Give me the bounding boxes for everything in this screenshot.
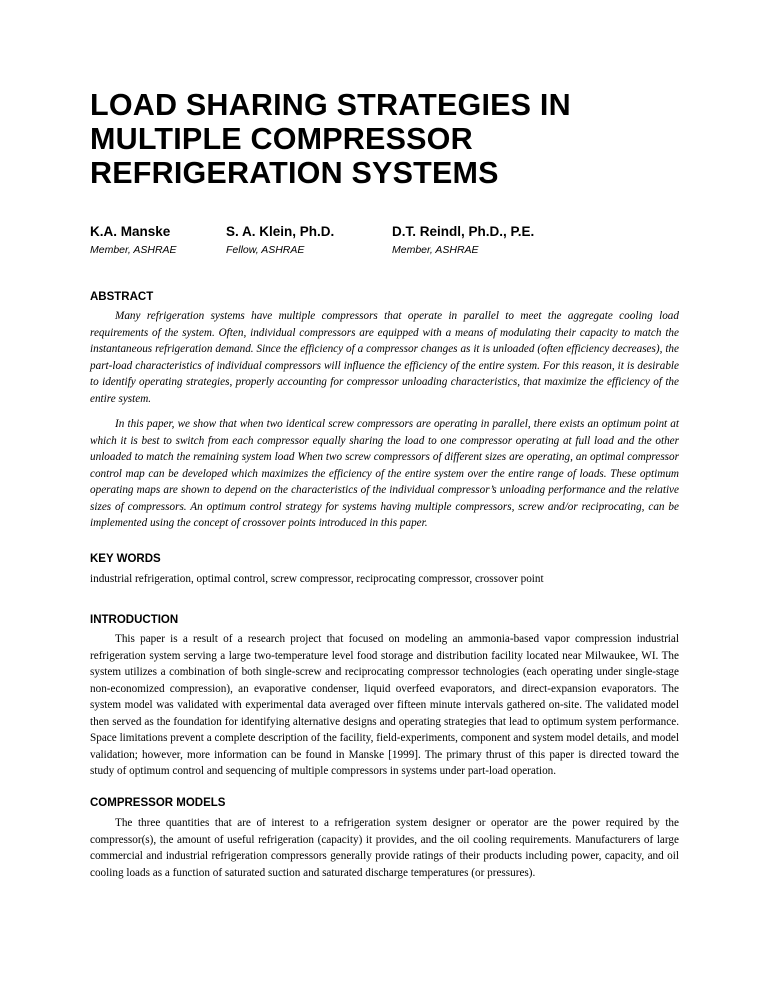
abstract-paragraph: In this paper, we show that when two identical screw compressors are operating in parallel, there exists an optimum point at which it is best to switch from each compressor equally sharing the load to one compressor operating at full load and the other unloaded to match the remaining system load When two screw compressors of different sizes are operating, an optimal compressor control map can be developed which maximizes the efficiency of the entire system over the entire range of loads. These optimum operating maps are shown to depend on the characteristics of the individual compressor’s unloading performance and the relative sizes of compressors. An optimum control strategy for systems having multiple compressors, screw and/or reciprocating, can be implemented using the concept of crossover points introduced in this paper. — [90, 418, 679, 529]
author-name: D.T. Reindl, Ph.D., P.E. — [392, 224, 535, 239]
author-affiliation: Fellow, ASHRAE — [226, 244, 305, 256]
compressor-models-paragraph: The three quantities that are of interest to a refrigeration system designer or operator are the power required by the compressor(s), the amount of useful refrigeration (capacity) it provides, and the oil cooling requirements. Manufacturers of large commercial and industrial refrigeration compressors generally provide ratings of their products including power, capacity, and oil cooling loads as a function of saturated suction and saturated discharge temperatures (or pressures). — [90, 817, 679, 879]
author-affiliation: Member, ASHRAE — [392, 244, 479, 256]
key-words-text: industrial refrigeration, optimal control, screw compressor, reciprocating compressor, crossover point — [90, 573, 544, 585]
abstract-paragraph: Many refrigeration systems have multiple compressors that operate in parallel to meet the aggregate cooling load requirements of the system. Often, individual compressors are equipped with a means of modulating their capacity to match the instantaneous refrigeration demand. Since the efficiency of a compressor changes as it is unloaded (often efficiency decreases), the part-load characteristics of individual compressors will influence the efficiency of the entire system. For this reason, it is desirable to identify operating strategies, properly accounting for compressor unloading characteristics, that maximize the efficiency of the entire system. — [90, 310, 679, 405]
title-line: LOAD SHARING STRATEGIES IN — [90, 88, 571, 122]
introduction-heading: INTRODUCTION — [90, 614, 179, 626]
author-block — [90, 224, 177, 257]
key-words-body — [90, 571, 679, 588]
compressor-models-heading: COMPRESSOR MODELS — [90, 797, 226, 809]
title-line: MULTIPLE COMPRESSOR — [90, 122, 473, 156]
author-block — [392, 224, 534, 257]
paper-title — [90, 88, 610, 190]
author-name: S. A. Klein, Ph.D. — [226, 224, 335, 239]
introduction-body — [90, 631, 679, 780]
author-affiliation: Member, ASHRAE — [90, 244, 177, 256]
compressor-models-body — [90, 815, 679, 881]
author-name: K.A. Manske — [90, 224, 171, 239]
abstract-body — [90, 308, 679, 532]
title-line: REFRIGERATION SYSTEMS — [90, 156, 499, 190]
author-block — [226, 224, 334, 257]
introduction-paragraph: This paper is a result of a research project that focused on modeling an ammonia-based vapor compression industrial refrigeration system serving a large two-temperature level food storage and distribution facility located near Milwaukee, WI. The system utilizes a combination of both single-screw and reciprocating compressor technologies (each operating under single-stage non-economized compression), an evaporative condenser, liquid overfeed evaporators, and direct-expansion evaporators. The system model was validated with experimental data averaged over fifteen minute intervals gathered on-site. The validated model then served as the foundation for identifying alternative designs and operating strategies that lead to optimum system performance. Space limitations prevent a complete description of the facility, field-experiments, component and system model details, and model validation; however, more information can be found in Manske [1999]. The primary thrust of this paper is directed toward the study of optimum control and sequencing of multiple compressors in systems under part-load operation. — [90, 633, 679, 777]
key-words-heading: KEY WORDS — [90, 553, 161, 565]
abstract-heading: ABSTRACT — [90, 291, 154, 303]
